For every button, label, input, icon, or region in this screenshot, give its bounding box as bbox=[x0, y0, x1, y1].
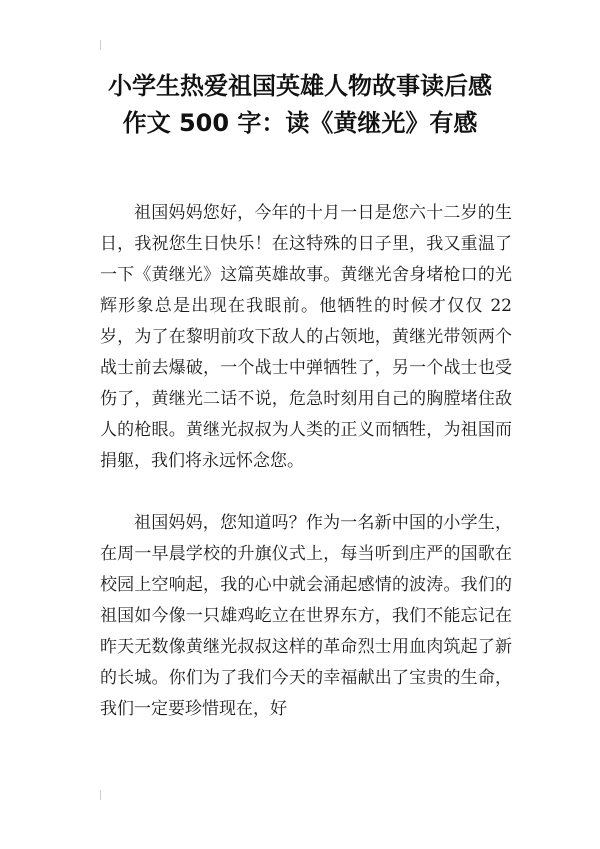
document-body bbox=[100, 198, 512, 725]
title-line-1: 小学生热爱祖国英雄人物故事读后感 bbox=[108, 72, 492, 100]
page-corner-mark-bottom bbox=[100, 790, 101, 800]
paragraph-1: 祖国妈妈您好，今年的十月一日是您六十二岁的生日，我祝您生日快乐！在这特殊的日子里，我又重温了一下《黄继光》这篇英雄故事。黄继光舍身堵枪口的光辉形象总是出现在我眼前。他牺牲的时候才仅仅 22 岁，为了在黎明前攻下敌人的占领地，黄继光带领两个战士前去爆破，一个战士中弹牺牲了，另一个战士也受伤了，黄继光二话不说，危急时刻用自己的胸膛堵住敌人的枪眼。黄继光叔叔为人类的正义而牺牲，为祖国而捐躯，我们将永远怀念您。 bbox=[100, 203, 512, 471]
page-corner-mark-top bbox=[100, 40, 101, 50]
title-line-2: 作文 500 字：读《黄继光》有感 bbox=[122, 109, 478, 137]
document-title bbox=[40, 68, 560, 142]
paragraph-2: 祖国妈妈，您知道吗？作为一名新中国的小学生，在周一早晨学校的升旗仪式上，每当听到庄严的国歌在校园上空响起，我的心中就会涌起感情的波涛。我们的祖国如今像一只雄鸡屹立在世界东方，我们不能忘记在昨天无数像黄继光叔叔这样的革命烈士用血肉筑起了新的长城。你们为了我们今天的幸福献出了宝贵的生命，我们一定要珍惜现在，好 bbox=[100, 513, 512, 719]
